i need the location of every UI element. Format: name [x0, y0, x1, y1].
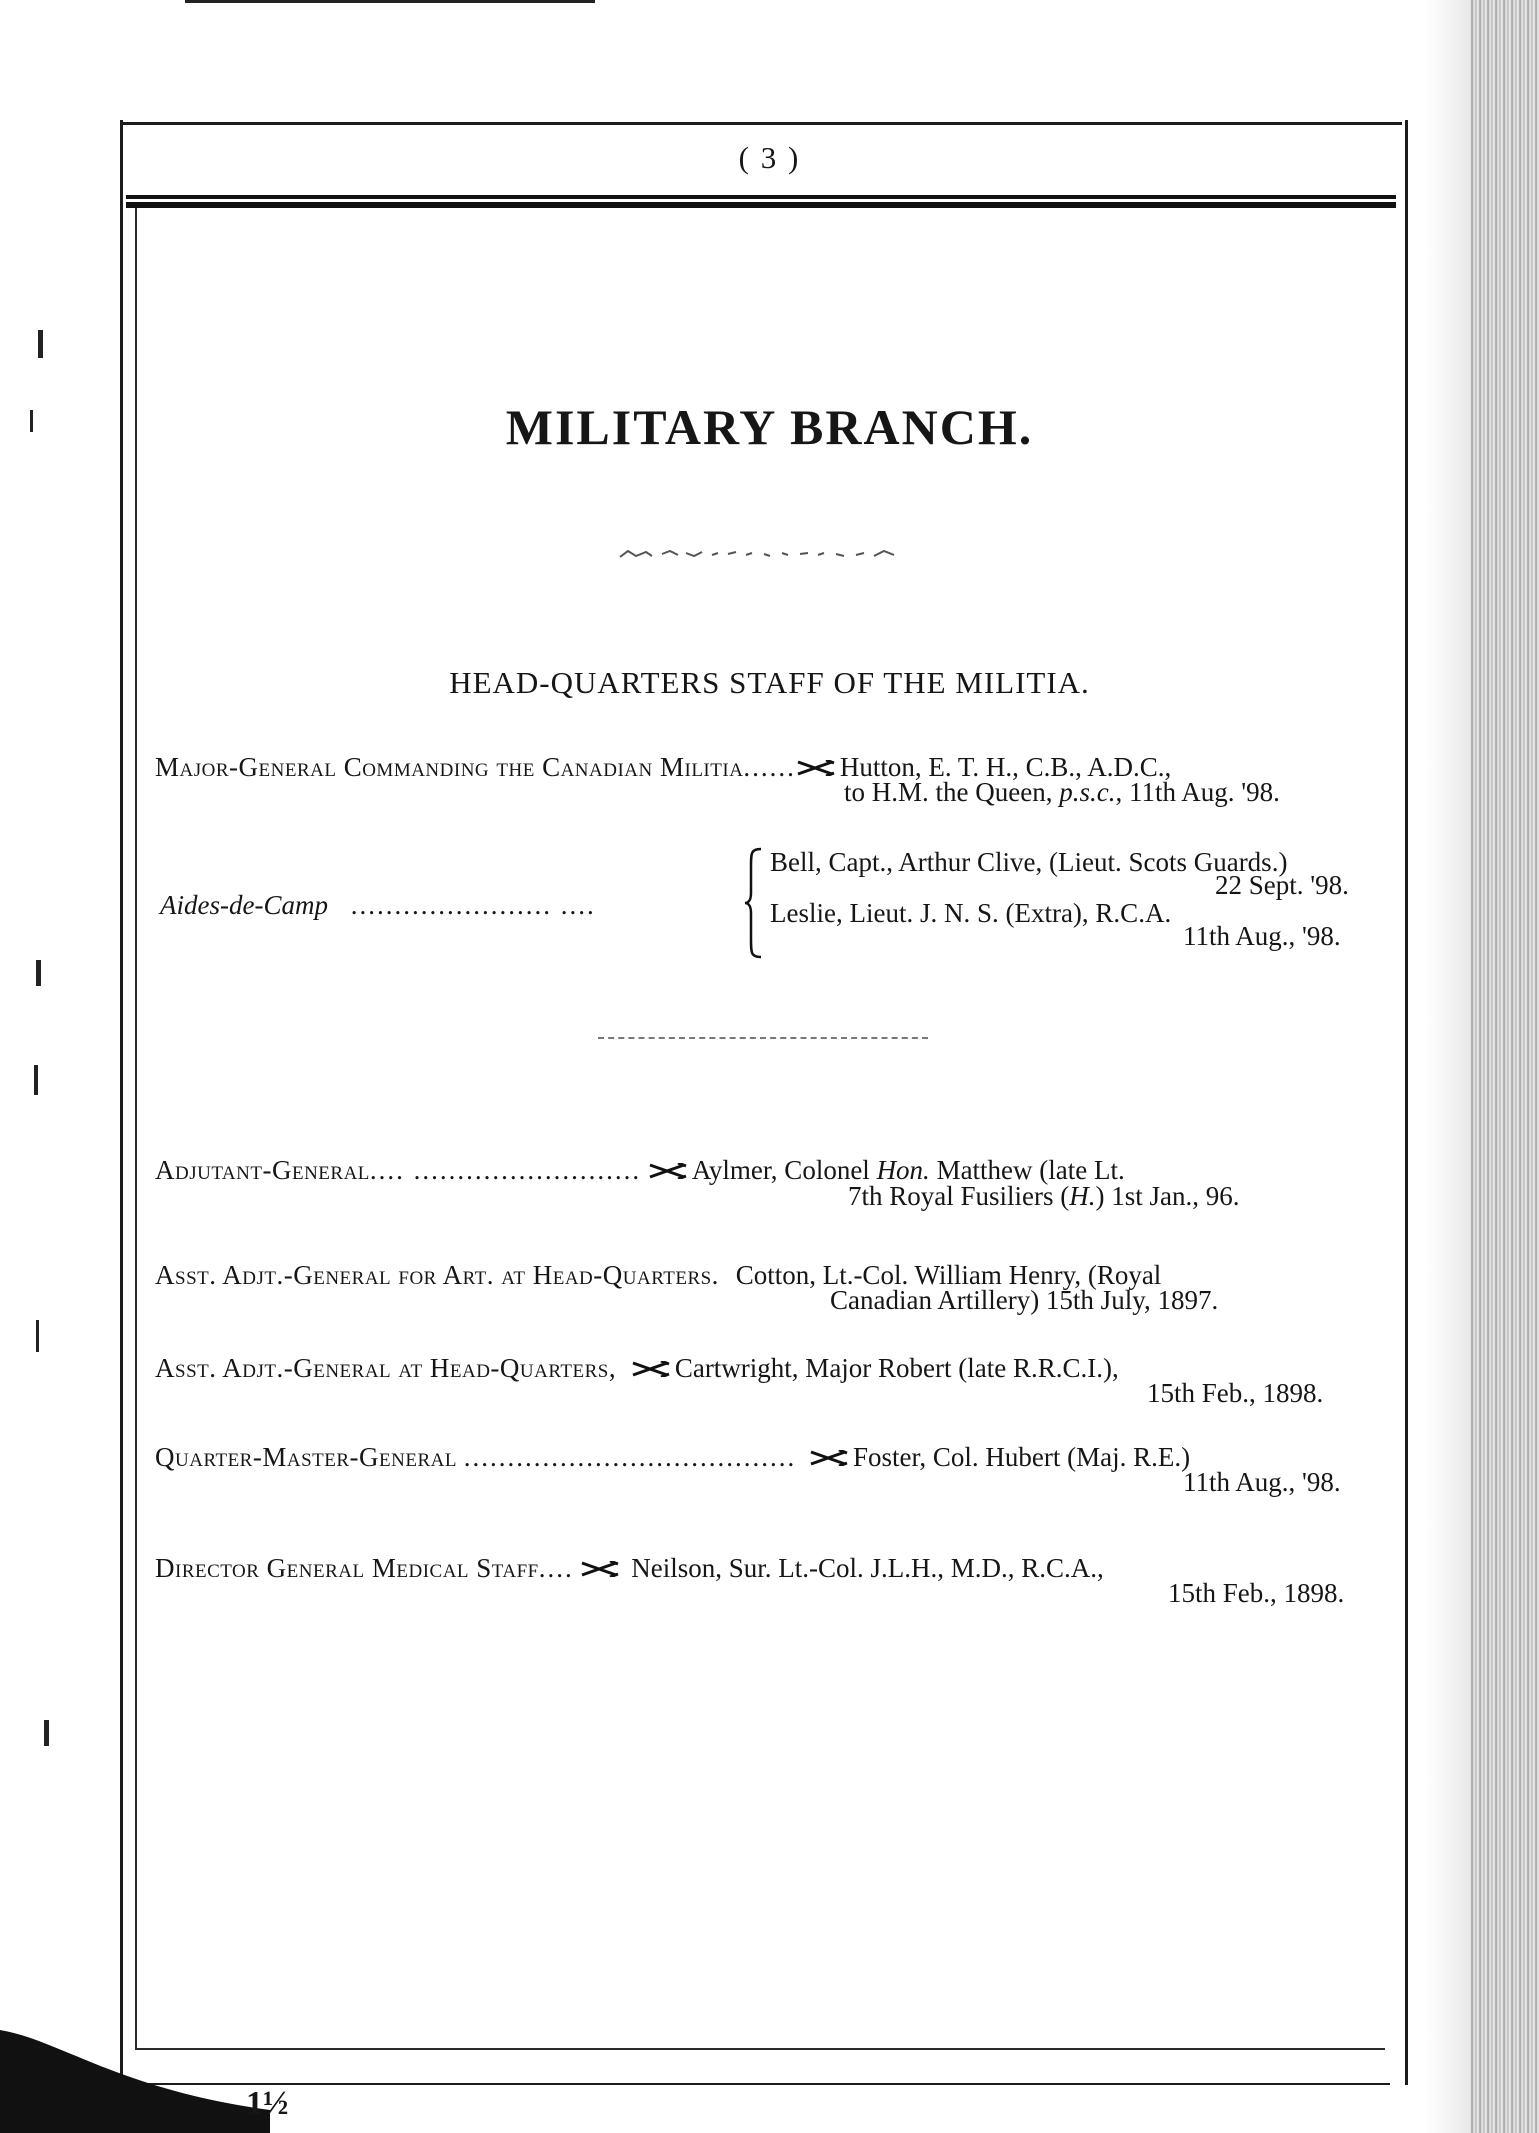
margin-mark [34, 1065, 38, 1095]
page-stack-edge [1470, 0, 1539, 2133]
section-divider [598, 1037, 928, 1039]
aide-name: Leslie, Lieut. J. N. S. (Extra), R.C.A. [770, 898, 1172, 928]
aide-date: 22 Sept. '98. [1215, 870, 1349, 900]
frame-top-rule [120, 122, 1402, 125]
entry-detail: 7th Royal Fusiliers ( [848, 1181, 1070, 1211]
page-title: MILITARY BRANCH. [505, 399, 1034, 455]
major-general-detail [844, 777, 1280, 808]
spine-shadow [1425, 0, 1470, 2133]
top-scan-rule [185, 0, 595, 3]
entry-title: Asst. Adjt.-General for Art. at Head-Quarters. [155, 1260, 719, 1290]
crossed-swords-icon [631, 1361, 671, 1377]
inner-frame-left [135, 208, 137, 2048]
binding-shadow [0, 2000, 270, 2133]
aide-name: Bell, Capt., Arthur Clive, (Lieut. Scots Guards.) [770, 847, 1288, 877]
asst-adjt-hq-row [155, 1353, 1119, 1384]
margin-mark [36, 960, 41, 986]
page-number: ( 3 ) [738, 140, 801, 175]
crossed-swords-icon [809, 1450, 849, 1466]
dot-leader: ...... [743, 752, 796, 782]
dgms-row [155, 1553, 1104, 1584]
curly-brace-icon [743, 847, 765, 959]
entry-detail: 11th Aug., '98. [1183, 1467, 1341, 1497]
header-rule-thin [126, 195, 1396, 199]
crossed-swords-icon [796, 760, 836, 776]
entry-detail: 15th Feb., 1898. [1168, 1578, 1345, 1608]
adjutant-general-detail [848, 1181, 1240, 1212]
entry-title: Quarter-Master-General [155, 1442, 457, 1472]
margin-mark [44, 1720, 49, 1746]
entry-name-italic: Hon. [876, 1155, 930, 1185]
entry-detail-italic: p.s.c. [1059, 777, 1116, 807]
dot-leader: ...................................... [463, 1442, 797, 1472]
crossed-swords-icon [580, 1561, 620, 1577]
entry-title: Aides-de-Camp [160, 890, 328, 920]
folio-mark: 1½ [246, 2085, 289, 2122]
section-heading: HEAD-QUARTERS STAFF OF THE MILITIA. [449, 665, 1090, 700]
margin-mark [38, 330, 43, 358]
entry-name: Cotton, Lt.-Col. William Henry, (Royal [735, 1260, 1162, 1290]
dot-leader: .... .......................... [369, 1155, 642, 1185]
inner-frame-bottom [135, 2048, 1385, 2050]
qmg-row [155, 1442, 1190, 1473]
crossed-swords-icon [648, 1163, 688, 1179]
entry-title: Adjutant-General [155, 1155, 370, 1185]
entry-detail: Canadian Artillery) 15th July, 1897. [830, 1285, 1219, 1315]
margin-mark [36, 1320, 39, 1352]
entry-detail-date: ) 1st Jan., 96. [1095, 1181, 1240, 1211]
entry-detail-italic: H. [1069, 1181, 1096, 1211]
entry-detail: to H.M. the Queen, [844, 777, 1060, 807]
aides-de-camp-row [160, 890, 596, 921]
entry-name: Aylmer, Colonel [691, 1155, 877, 1185]
entry-name: Hutton, E. T. H., C.B., A.D.C., [839, 752, 1172, 782]
entry-title: Major-General Commanding the Canadian Militia [155, 752, 744, 782]
dot-leader: .... [538, 1553, 574, 1583]
entry-detail: 15th Feb., 1898. [1147, 1378, 1324, 1408]
entry-name: Foster, Col. Hubert (Maj. R.E.) [852, 1442, 1191, 1472]
entry-name: Matthew (late Lt. [929, 1155, 1125, 1185]
decorative-rule-icon [618, 547, 898, 561]
aide-date: 11th Aug., '98. [1183, 921, 1341, 951]
entry-title: Asst. Adjt.-General at Head-Quarters, [155, 1353, 617, 1383]
header-rule-thick [126, 202, 1396, 208]
entry-detail-date: , 11th Aug. '98. [1115, 777, 1280, 807]
dot-leader: ....................... .... [350, 890, 596, 920]
frame-bottom-rule [132, 2083, 1390, 2085]
entry-name: Neilson, Sur. Lt.-Col. J.L.H., M.D., R.C.A., [631, 1553, 1104, 1583]
entry-title: Director General Medical Staff [155, 1553, 539, 1583]
entry-name: Cartwright, Major Robert (late R.R.C.I.), [674, 1353, 1119, 1383]
